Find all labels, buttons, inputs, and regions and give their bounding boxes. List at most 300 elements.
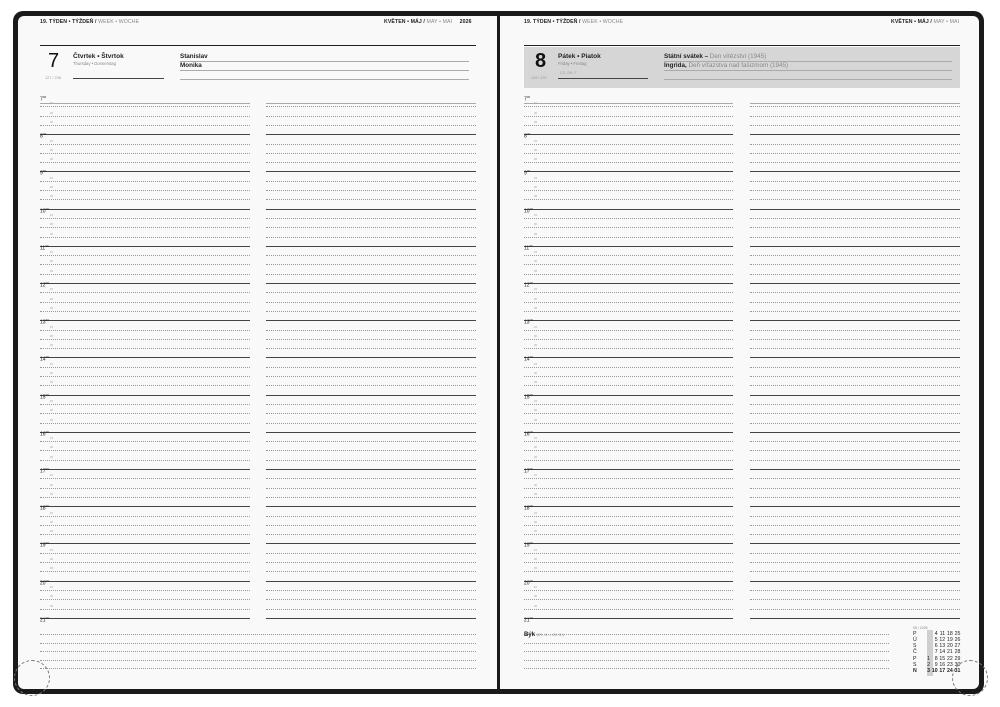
quarter-line (524, 348, 733, 349)
quarter-line (40, 516, 250, 517)
hour-line (266, 209, 476, 210)
quarter-line (266, 348, 476, 349)
minute-label: 45 (534, 567, 537, 571)
right-day-subtitle: Friday • Freitag (558, 61, 587, 66)
minute-label: 30 (534, 446, 537, 450)
right-header-rule (524, 45, 960, 46)
left-nameday-line (180, 79, 469, 80)
minute-label: 15 (534, 548, 537, 552)
quarter-line (40, 497, 250, 498)
hour-line (750, 543, 960, 544)
quarter-line (524, 441, 733, 442)
hour-line (40, 469, 250, 470)
right-day-name: Pátek • Piatok (558, 53, 601, 60)
quarter-line (750, 116, 960, 117)
mini-calendar-date: 7 (934, 649, 938, 656)
hour-number: 18 (40, 505, 46, 512)
minute-label: 30 (50, 446, 53, 450)
hour-line (266, 171, 476, 172)
hour-line (40, 578, 250, 583)
minute-label: 45 (50, 306, 53, 310)
hour-number: 16 (40, 431, 46, 438)
quarter-line (40, 237, 250, 238)
hour-line (750, 618, 960, 619)
notes-line (524, 651, 889, 652)
minute-label: 15 (50, 474, 53, 478)
left-page (18, 16, 497, 689)
week-label: 19. TÝDEN • TÝŽDEŇ / (40, 19, 97, 25)
left-week-header (40, 19, 139, 25)
hour-number: 17 (40, 468, 46, 475)
minute-label: 15 (50, 437, 53, 441)
quarter-line (40, 106, 250, 107)
hour-line (266, 469, 476, 470)
quarter-line (266, 441, 476, 442)
quarter-line (750, 404, 960, 405)
minute-label: 15 (50, 251, 53, 255)
quarter-line (266, 106, 476, 107)
quarter-line (524, 162, 733, 163)
quarter-line (40, 311, 250, 312)
minute-label: 45 (534, 530, 537, 534)
hour-line (750, 581, 960, 582)
minute-label: 45 (50, 158, 53, 162)
mini-calendar-dayname: S (913, 643, 917, 650)
month-label-en: MAY • MAI (426, 19, 453, 25)
hour-line (524, 392, 733, 397)
quarter-line (524, 516, 733, 517)
hour-line (266, 506, 476, 507)
quarter-line (524, 125, 733, 126)
quarter-line (750, 311, 960, 312)
hour-line (266, 357, 476, 358)
hour-minutes: 00 (529, 504, 533, 509)
mini-calendar-date: 5 (934, 637, 938, 644)
hour-label-14 (524, 355, 533, 363)
quarter-line (266, 367, 476, 368)
quarter-line (750, 478, 960, 479)
quarter-line (40, 478, 250, 479)
minute-label: 45 (50, 530, 53, 534)
hour-number: 13 (524, 319, 530, 326)
quarter-line (750, 199, 960, 200)
minute-label: 30 (534, 409, 537, 413)
quarter-line (40, 441, 250, 442)
hour-minutes: 00 (526, 169, 531, 174)
quarter-line (750, 237, 960, 238)
hour-label-15 (524, 393, 533, 401)
minute-label: 45 (50, 418, 53, 422)
quarter-line (40, 190, 250, 191)
minute-label: 30 (50, 520, 53, 524)
quarter-line (266, 385, 476, 386)
hour-number: 8 (524, 133, 527, 140)
quarter-line (40, 274, 250, 275)
hour-line (266, 283, 476, 284)
hour-number: 9 (524, 171, 527, 178)
hour-minutes: 00 (529, 355, 533, 360)
mini-calendar-date: 3 (927, 667, 930, 674)
quarter-line (40, 599, 250, 600)
mini-calendar-date: 4 (934, 631, 938, 637)
mini-calendar-dayname: N (913, 667, 917, 674)
hour-minutes: 00 (529, 206, 533, 211)
quarter-line (524, 609, 733, 610)
hour-label-20 (40, 579, 49, 587)
quarter-line (524, 302, 733, 303)
minute-label: 15 (50, 213, 53, 217)
quarter-line (524, 311, 733, 312)
right-nameday-line (664, 61, 952, 62)
mini-calendar-date: 20 (947, 643, 953, 650)
hour-line (40, 357, 250, 358)
quarter-line (750, 376, 960, 377)
minute-label: 15 (50, 511, 53, 515)
hour-number: 11 (40, 245, 46, 252)
left-day-underline (73, 78, 164, 79)
quarter-line (750, 367, 960, 368)
notes-line (524, 643, 889, 644)
quarter-line (524, 237, 733, 238)
hour-number: 12 (40, 282, 46, 289)
hour-number: 15 (40, 394, 46, 401)
minute-label: 30 (50, 483, 53, 487)
quarter-line (266, 571, 476, 572)
hour-line (266, 618, 476, 619)
minute-label: 15 (534, 362, 537, 366)
quarter-line (40, 227, 250, 228)
hour-minutes: 00 (45, 578, 49, 583)
quarter-line (40, 330, 250, 331)
left-day-of-year: 127 / 238 (45, 76, 61, 80)
hour-line (40, 206, 250, 211)
mini-calendar-date: 19 (947, 637, 953, 644)
mini-calendar-date: 13 (939, 643, 946, 650)
zodiac-sign: Býk (524, 632, 536, 638)
minute-label: 45 (534, 418, 537, 422)
quarter-line (750, 423, 960, 424)
quarter-line (524, 404, 733, 405)
minute-label: 15 (534, 511, 537, 515)
left-nameday-1: Stanislav (180, 53, 208, 60)
quarter-line (40, 218, 250, 219)
hour-number: 19 (40, 543, 46, 550)
quarter-line (750, 264, 960, 265)
hour-minutes: 00 (529, 615, 533, 620)
quarter-line (266, 144, 476, 145)
hour-line (266, 246, 476, 247)
hour-label-16 (524, 430, 533, 438)
quarter-line (524, 571, 733, 572)
hour-label-12 (524, 281, 533, 289)
mini-calendar-date: 26 (954, 637, 961, 644)
mini-calendar-date: 2 (927, 661, 930, 668)
hour-minutes: 00 (529, 318, 533, 323)
minute-label: 30 (534, 595, 537, 599)
quarter-line (750, 125, 960, 126)
quarter-line (40, 125, 250, 126)
hour-line (524, 283, 733, 284)
minute-label: 45 (534, 455, 537, 459)
hour-label-21 (524, 616, 533, 624)
hour-line (750, 134, 960, 135)
mini-calendar-date: 24 (947, 667, 953, 674)
hour-number: 7 (40, 96, 43, 103)
hour-number: 19 (524, 543, 530, 550)
quarter-line (750, 516, 960, 517)
minute-label: 30 (534, 483, 537, 487)
quarter-line (750, 106, 960, 107)
hour-minutes: 00 (45, 243, 49, 248)
hour-label-15 (40, 393, 49, 401)
minute-label: 30 (50, 111, 53, 115)
quarter-line (40, 264, 250, 265)
left-month-header (384, 19, 472, 25)
quarter-line (750, 302, 960, 303)
hour-line (40, 243, 250, 248)
quarter-line (266, 450, 476, 451)
quarter-line (524, 460, 733, 461)
minute-label: 15 (534, 213, 537, 217)
quarter-line (40, 413, 250, 414)
mini-calendar-date: 25 (954, 631, 961, 637)
quarter-line (750, 292, 960, 293)
quarter-line (750, 609, 960, 610)
hour-line (266, 395, 476, 396)
hour-line (750, 171, 960, 172)
mini-calendar-dayname: P (913, 631, 917, 637)
hour-label-18 (40, 504, 49, 512)
mini-calendar-date: 11 (939, 631, 946, 637)
minute-label: 30 (534, 148, 537, 152)
quarter-line (750, 162, 960, 163)
quarter-line (750, 450, 960, 451)
zodiac-label (524, 632, 564, 638)
hour-line (266, 581, 476, 582)
hour-minutes: 00 (45, 392, 49, 397)
mini-calendar-dayname: P (913, 655, 917, 662)
quarter-line (524, 534, 733, 535)
mini-calendar-date: 23 (947, 661, 953, 668)
quarter-line (266, 181, 476, 182)
hour-label-13 (40, 318, 49, 326)
hour-line (40, 283, 250, 284)
quarter-line (40, 376, 250, 377)
quarter-line (40, 525, 250, 526)
hour-label-19 (524, 541, 533, 549)
quarter-line (524, 190, 733, 191)
minute-label: 30 (534, 520, 537, 524)
hour-label-14 (40, 355, 49, 363)
mini-calendar-date: 8 (934, 655, 938, 662)
minute-label: 45 (534, 158, 537, 162)
hour-label-11 (40, 244, 49, 252)
quarter-line (40, 571, 250, 572)
quarter-line (40, 423, 250, 424)
mini-calendar-date: 30 (954, 661, 961, 668)
minute-label: 45 (50, 232, 53, 236)
quarter-line (266, 125, 476, 126)
hour-line (524, 429, 733, 434)
quarter-line (750, 218, 960, 219)
minute-label: 45 (50, 344, 53, 348)
quarter-line (40, 367, 250, 368)
minute-label: 15 (50, 139, 53, 143)
mini-calendar-date: 9 (934, 661, 938, 668)
quarter-line (266, 478, 476, 479)
minute-label: 45 (534, 195, 537, 199)
minute-label: 30 (50, 595, 53, 599)
minute-label: 30 (50, 334, 53, 338)
quarter-line (266, 553, 476, 554)
hour-minutes: 00 (526, 132, 531, 137)
quarter-line (750, 255, 960, 256)
hour-number: 14 (40, 357, 46, 364)
quarter-line (524, 106, 733, 107)
mini-calendar-date: 15 (939, 655, 946, 662)
quarter-line (40, 255, 250, 256)
hour-label-20 (524, 579, 533, 587)
left-header-rule (40, 45, 476, 46)
minute-label: 15 (50, 548, 53, 552)
hour-line (40, 392, 250, 397)
quarter-line (40, 116, 250, 117)
hour-minutes: 00 (529, 281, 533, 285)
minute-label: 45 (534, 492, 537, 496)
hour-line (40, 171, 250, 172)
minute-label: 30 (50, 297, 53, 301)
year-label: 2026 (459, 19, 472, 25)
hour-label-7 (40, 95, 46, 103)
hour-label-18 (524, 504, 533, 512)
hour-label-17 (40, 467, 49, 475)
holiday-description: Den vítězství (1945) (709, 53, 767, 60)
right-week-header (524, 19, 623, 25)
minute-label: 30 (50, 260, 53, 264)
hour-label-19 (40, 541, 49, 549)
hour-line (524, 171, 733, 172)
minute-label: 15 (534, 399, 537, 403)
notes-line (524, 660, 889, 661)
quarter-line (750, 190, 960, 191)
right-day-number: 8 (535, 50, 547, 72)
mini-calendar-date: 18 (947, 631, 953, 637)
quarter-line (266, 376, 476, 377)
hour-line (750, 209, 960, 210)
mini-calendar-dayname: Č (913, 649, 917, 656)
minute-label: 30 (50, 186, 53, 189)
mini-calendar-date: 21 (947, 649, 953, 656)
quarter-line (524, 478, 733, 479)
hour-minutes: 00 (45, 206, 49, 211)
quarter-line (524, 385, 733, 386)
hour-line (40, 320, 250, 321)
minute-label: 15 (534, 325, 537, 329)
quarter-line (524, 199, 733, 200)
hour-minutes: 00 (42, 169, 47, 174)
hour-label-7 (524, 95, 530, 103)
hour-minutes: 00 (45, 504, 49, 509)
quarter-line (524, 153, 733, 154)
quarter-line (266, 311, 476, 312)
right-countries: CZ, SK, F (560, 71, 577, 75)
left-nameday-line (180, 61, 469, 62)
hour-minutes: 00 (45, 318, 49, 323)
minute-label: 45 (50, 269, 53, 273)
minute-label: 45 (534, 381, 537, 385)
quarter-line (266, 116, 476, 117)
hour-line (750, 469, 960, 470)
hour-minutes: 00 (45, 281, 49, 285)
quarter-line (40, 460, 250, 461)
quarter-line (40, 562, 250, 563)
right-nameday-line (664, 70, 952, 71)
quarter-line (40, 144, 250, 145)
hour-number: 11 (524, 245, 530, 252)
quarter-line (40, 199, 250, 200)
quarter-line (266, 330, 476, 331)
hour-line (524, 243, 733, 248)
minute-label: 45 (534, 306, 537, 310)
quarter-line (266, 255, 476, 256)
quarter-line (750, 274, 960, 275)
minute-label: 15 (50, 325, 53, 329)
right-holiday (664, 53, 766, 60)
quarter-line (750, 571, 960, 572)
hour-number: 8 (40, 133, 43, 140)
quarter-line (266, 460, 476, 461)
mini-calendar-date: 22 (947, 655, 953, 662)
mini-calendar-date: 6 (934, 643, 938, 650)
mini-calendar-date: 27 (954, 643, 961, 650)
hour-number: 13 (40, 319, 46, 326)
quarter-line (750, 497, 960, 498)
hour-line (266, 543, 476, 544)
mini-calendar-dayname: S (913, 661, 917, 668)
mini-calendar-date: 17 (939, 667, 946, 674)
quarter-line (266, 302, 476, 303)
hour-number: 21 (524, 617, 530, 624)
quarter-line (750, 330, 960, 331)
hour-minutes: 00 (45, 355, 49, 360)
minute-label: 30 (534, 223, 537, 227)
hour-number: 10 (40, 208, 46, 215)
minute-label: 30 (50, 409, 53, 413)
mini-calendar-date: 14 (939, 649, 946, 656)
minute-label: 45 (534, 120, 537, 124)
minute-label: 30 (50, 372, 53, 375)
minute-label: 30 (534, 111, 537, 115)
quarter-line (266, 227, 476, 228)
quarter-line (750, 553, 960, 554)
mini-calendar-dayname: Ú (913, 637, 917, 644)
minute-label: 30 (50, 558, 53, 561)
minute-label: 45 (50, 492, 53, 496)
minute-label: 45 (534, 232, 537, 236)
quarter-line (750, 590, 960, 591)
left-day-number: 7 (48, 50, 60, 72)
quarter-line (750, 525, 960, 526)
hour-label-17 (524, 467, 533, 475)
grid-top-line (266, 103, 476, 104)
quarter-line (40, 534, 250, 535)
hour-label-8 (40, 132, 46, 140)
minute-label: 15 (50, 288, 53, 292)
quarter-line (266, 404, 476, 405)
hour-number: 14 (524, 357, 530, 364)
hour-line (524, 506, 733, 507)
quarter-line (40, 404, 250, 405)
